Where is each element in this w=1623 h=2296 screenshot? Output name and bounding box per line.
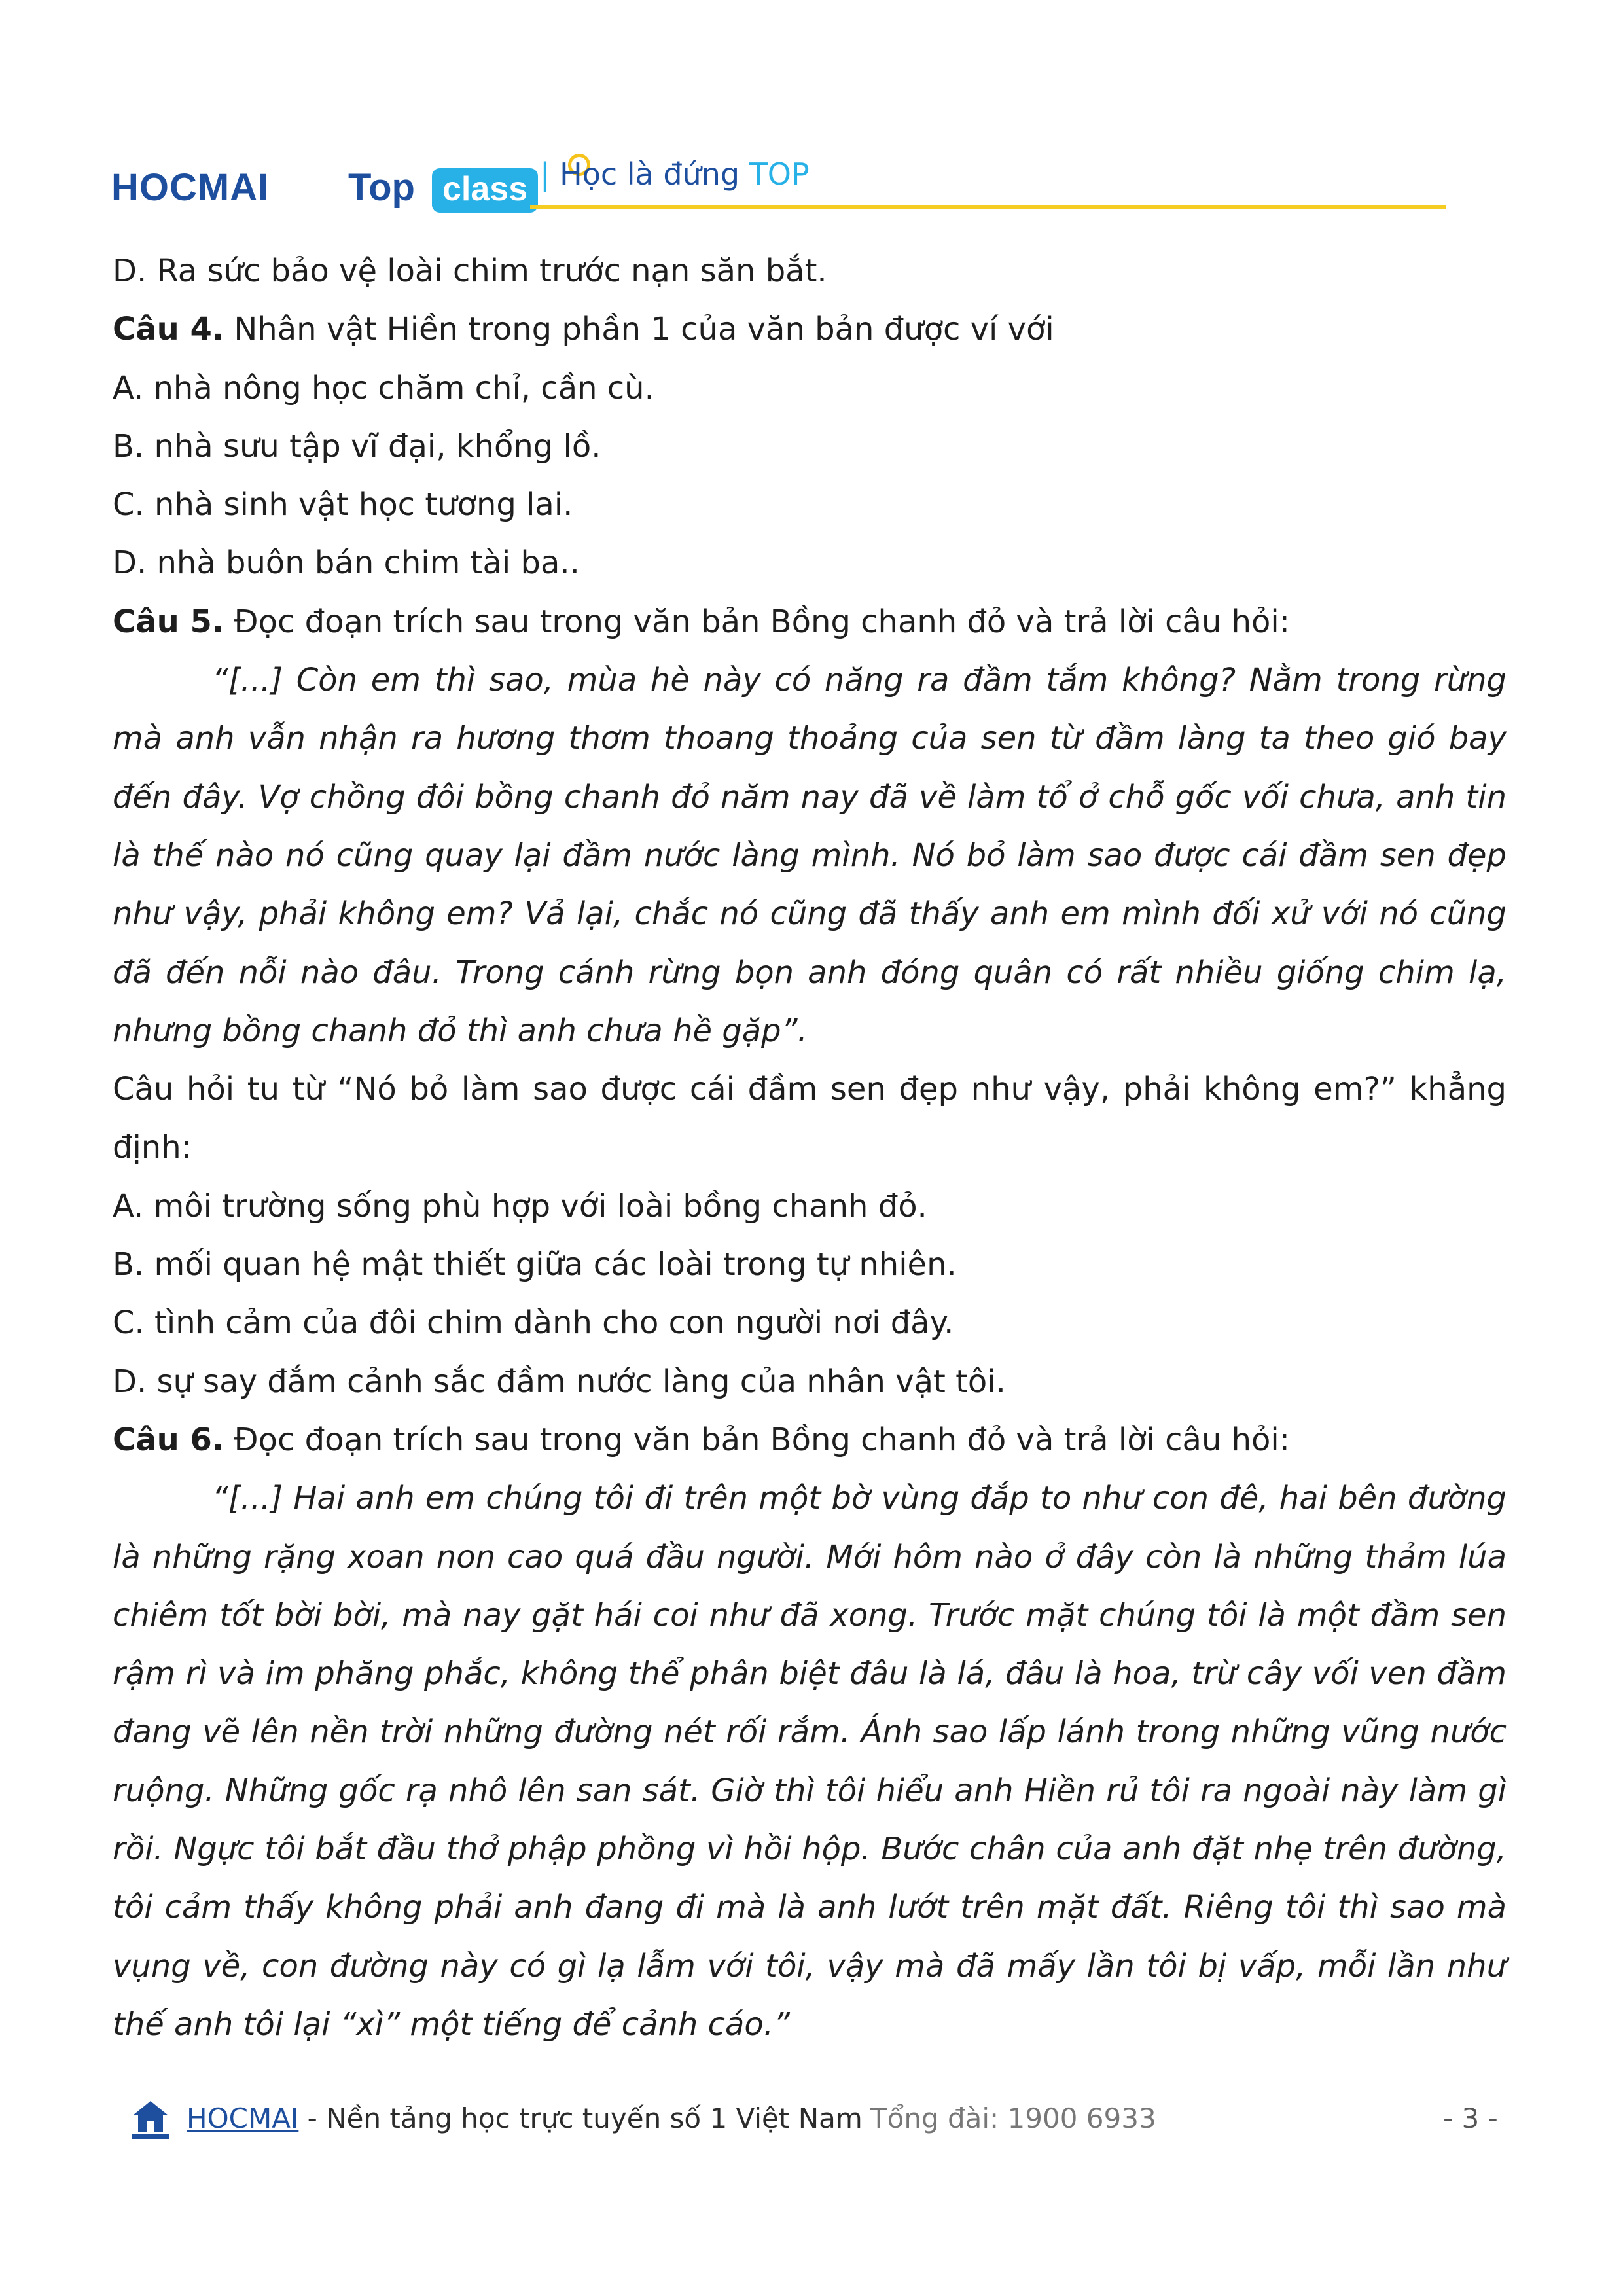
question-5 bbox=[113, 593, 1507, 651]
q4-option-c: C. nhà sinh vật học tương lai. bbox=[113, 486, 573, 524]
q5-option-d: D. sự say đắm cảnh sắc đầm nước làng của nhân vật tôi. bbox=[113, 1363, 1006, 1400]
header-divider bbox=[530, 205, 1446, 209]
q6-text: Đọc đoạn trích sau trong văn bản Bồng chanh đỏ và trả lời câu hỏi: bbox=[224, 1421, 1290, 1458]
slogan-divider: | bbox=[540, 156, 550, 192]
slogan-text: Học là đứng bbox=[560, 156, 749, 192]
logo-class-badge: class bbox=[432, 168, 538, 213]
q4-option-d: D. nhà buôn bán chim tài ba.. bbox=[113, 545, 580, 582]
q3-option-d: D. Ra sức bảo vệ loài chim trước nạn săn bắt. bbox=[113, 253, 827, 289]
logo-top-text: Top bbox=[348, 166, 415, 209]
q6-quote: “[...] Hai anh em chúng tôi đi trên một bờ vùng đắp to như con đê, hai bên đường là những rặng xoan non cao quá đầu người. Mới hôm nào ở đây còn là những thảm lúa chiêm tốt bời bời, mà nay gặt hái coi như đã xong. Trước mặt chúng tôi là một đầm sen rậm rì và im phăng phắc, không thể phân biệt đâu là lá, đâu là hoa, trừ cây vối ven đầm đang vẽ lên nền trời những đường nét rối rắm. Ánh sao lấp lánh trong những vũng nước ruộng. Những gốc rạ nhô lên san sát. Giờ thì tôi hiểu anh Hiền rủ tôi ra ngoài này làm gì rồi. Ngực tôi bắt đầu thở phập phồng vì hồi hộp. Bước chân của anh đặt nhẹ trên đường, tôi cảm thấy không phải anh đang đi mà là anh lướt trên mặt đất. Riêng tôi thì sao mà vụng về, con đường này có gì lạ lẫm với tôi, vậy mà đã mấy lần tôi bị vấp, mỗi lần như thế anh tôi lại “xì” một tiếng để cảnh cáo.” bbox=[113, 1480, 1507, 2043]
header-slogan bbox=[540, 156, 810, 192]
q5-question: Câu hỏi tu từ “Nó bỏ làm sao được cái đầm sen đẹp như vậy, phải không em?” khẳng định: bbox=[113, 1071, 1507, 1166]
footer-hocmai-link[interactable]: HOCMAI bbox=[187, 2102, 299, 2134]
page-footer bbox=[128, 2098, 1502, 2144]
q5-option-c: C. tình cảm của đôi chim dành cho con người nơi đây. bbox=[113, 1304, 954, 1342]
footer-tagline bbox=[187, 2102, 863, 2134]
q4-option-a: A. nhà nông học chăm chỉ, cần cù. bbox=[113, 369, 654, 406]
q5-option-a: A. môi trường sống phù hợp với loài bồng chanh đỏ. bbox=[113, 1187, 927, 1225]
slogan-accent: TOP bbox=[749, 156, 810, 192]
q5-text: Đọc đoạn trích sau trong văn bản Bồng chanh đỏ và trả lời câu hỏi: bbox=[224, 603, 1290, 640]
footer-tagline-text: - Nền tảng học trực tuyến số 1 Việt Nam bbox=[298, 2102, 863, 2134]
question-4 bbox=[113, 300, 1507, 359]
q6-label: Câu 6. bbox=[113, 1421, 224, 1458]
q5-option-b: B. mối quan hệ mật thiết giữa các loài trong tự nhiên. bbox=[113, 1246, 957, 1283]
logo-hocmai-text: HOCMAI bbox=[111, 166, 270, 209]
hocmai-house-icon bbox=[128, 2098, 173, 2142]
q4-label: Câu 4. bbox=[113, 311, 224, 348]
document-body bbox=[113, 242, 1507, 2054]
page-number: - 3 - bbox=[1443, 2102, 1498, 2134]
q5-quote: “[...] Còn em thì sao, mùa hè này có năng ra đầm tắm không? Nằm trong rừng mà anh vẫn nhận ra hương thơm thoang thoảng của sen từ đầm làng ta theo gió bay đến đây. Vợ chồng đôi bồng chanh đỏ năm nay đã về làm tổ ở chỗ gốc vối chưa, anh tin là thế nào nó cũng quay lại đầm nước làng mình. Nó bỏ làm sao được cái đầm sen đẹp như vậy, phải không em? Vả lại, chắc nó cũng đã thấy anh em mình đối xử với nó cũng đã đến nỗi nào đâu. Trong cánh rừng bọn anh đóng quân có rất nhiều giống chim lạ, nhưng bồng chanh đỏ thì anh chưa hề gặp”. bbox=[113, 662, 1507, 1049]
page-header bbox=[111, 141, 1459, 213]
q4-text: Nhân vật Hiền trong phần 1 của văn bản được ví với bbox=[224, 311, 1054, 348]
footer-hotline: Tổng đài: 1900 6933 bbox=[870, 2102, 1156, 2134]
q5-label: Câu 5. bbox=[113, 603, 224, 640]
q4-option-b: B. nhà sưu tập vĩ đại, khổng lồ. bbox=[113, 427, 601, 465]
question-6 bbox=[113, 1411, 1507, 1469]
